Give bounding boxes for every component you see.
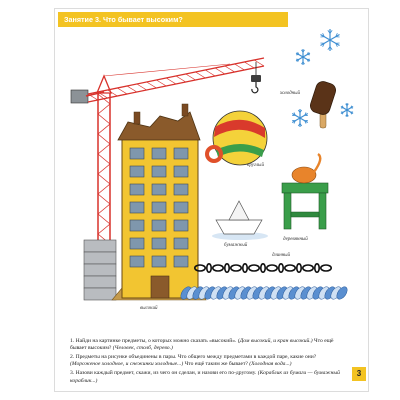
crane-jib-strut xyxy=(166,78,176,84)
building-facade xyxy=(122,138,198,298)
crane-lattice-strut xyxy=(98,154,110,164)
chain-link xyxy=(225,264,229,272)
crane-lattice-strut xyxy=(98,104,110,114)
building-window xyxy=(174,184,188,195)
building-window xyxy=(174,220,188,231)
crane-lattice-strut xyxy=(98,134,110,144)
chain-link xyxy=(315,264,319,272)
chain-link xyxy=(249,265,259,271)
label-wooden: деревянный xyxy=(283,237,308,242)
instruction-hint: (Дом высокий, и кран высокий.) xyxy=(237,338,313,344)
instruction-text: 3. Назови каждый предмет, скажи, из чего он сделан, и назови его по-другому. xyxy=(70,370,258,377)
crane-lattice-strut xyxy=(98,224,110,234)
ice-cream-bar xyxy=(309,80,338,117)
pot xyxy=(292,167,316,183)
crane-jib-strut xyxy=(186,74,196,80)
crane-tie xyxy=(104,64,230,76)
snowflake xyxy=(292,109,308,127)
crane-base-block xyxy=(84,264,116,276)
crane-base-block xyxy=(84,240,116,252)
crane-base-block xyxy=(84,288,116,300)
chain-link xyxy=(261,264,265,272)
building-window xyxy=(174,256,188,267)
instruction-2 xyxy=(70,354,346,369)
crane-lattice-strut xyxy=(98,114,110,124)
instruction-hint: (Мороженое холодное, и снежинки холодные...) xyxy=(70,361,184,368)
building-window xyxy=(152,202,166,213)
page-number: 3 xyxy=(352,367,366,381)
crane-jib-strut xyxy=(127,86,137,92)
chain-link xyxy=(207,264,211,272)
instruction-hint: (Холодная вода...) xyxy=(249,361,292,368)
crane-base-block xyxy=(84,276,116,288)
crane-lattice-strut xyxy=(98,144,110,154)
building-window xyxy=(130,220,144,231)
building-window xyxy=(130,238,144,249)
building-window xyxy=(174,238,188,249)
building-chimney xyxy=(134,112,140,124)
crane-jib-strut xyxy=(244,62,254,68)
chain-link xyxy=(321,265,331,271)
crane-hook xyxy=(252,82,258,93)
snowflake xyxy=(341,103,353,117)
crane-jib-strut xyxy=(235,64,245,70)
building-window xyxy=(152,184,166,195)
boat-hull xyxy=(216,220,262,234)
building-window xyxy=(152,256,166,267)
instruction-text: 2. Предметы на рисунке объединены в пары. Что общего между предметами в каждой паре, какие они? xyxy=(70,354,317,361)
pot-spout xyxy=(314,154,320,172)
crane-jib-strut xyxy=(215,68,225,74)
chair-crossbar xyxy=(291,212,319,217)
instruction-text: Что ещё бывает высоким? xyxy=(70,338,334,352)
snowflake xyxy=(296,49,310,65)
crane-lattice-strut xyxy=(98,174,110,184)
instruction-hint: (Кораблик из бумаги — бумажный кораблик...) xyxy=(70,370,340,384)
crane-jib-strut xyxy=(156,80,166,86)
crane-lattice-strut xyxy=(98,204,110,214)
chain-link xyxy=(213,265,223,271)
crane-jib-strut xyxy=(205,70,215,76)
chain-link xyxy=(285,265,295,271)
crane-jib-strut xyxy=(196,72,206,78)
crane-lattice-strut xyxy=(98,124,110,134)
label-cold: холодный xyxy=(280,91,301,96)
crane-base-block xyxy=(84,252,116,264)
crane-jib-strut xyxy=(225,66,235,72)
chair-seat xyxy=(282,183,328,193)
building-door xyxy=(151,276,169,298)
crane-jib-strut xyxy=(117,88,127,94)
building-window xyxy=(174,202,188,213)
building-windows xyxy=(130,148,188,267)
chain xyxy=(195,264,331,272)
chain-link xyxy=(231,265,241,271)
crane-counterweight xyxy=(71,90,88,103)
ball xyxy=(207,111,267,165)
building-window xyxy=(130,148,144,159)
chain-link xyxy=(297,264,301,272)
tall-building xyxy=(118,104,200,298)
instruction-1 xyxy=(70,338,346,353)
chain-link xyxy=(303,265,313,271)
building-window xyxy=(174,166,188,177)
boat-sail xyxy=(229,201,249,220)
building-window xyxy=(130,184,144,195)
crane-lattice-strut xyxy=(98,164,110,174)
building-window xyxy=(152,148,166,159)
label-tall: высокий xyxy=(140,306,158,311)
crane-jib-strut xyxy=(176,76,186,82)
crane-lattice-strut xyxy=(98,184,110,194)
crane-base xyxy=(84,240,116,300)
building-window xyxy=(152,238,166,249)
chair-leg xyxy=(284,193,291,229)
label-round: круглый xyxy=(247,163,264,168)
building-chimney xyxy=(182,104,188,116)
chain-link xyxy=(243,264,247,272)
label-long: длинный xyxy=(272,253,291,258)
instruction-hint: (Человек, столб, дерево.) xyxy=(112,345,173,352)
building-window xyxy=(130,202,144,213)
label-paper: бумажный xyxy=(224,243,248,248)
chain-link xyxy=(267,265,277,271)
instructions xyxy=(70,338,346,387)
crane-lattice-strut xyxy=(98,214,110,224)
building-window xyxy=(152,220,166,231)
crane-lattice-strut xyxy=(98,194,110,204)
crane-hook-block xyxy=(251,75,261,82)
building-window xyxy=(174,148,188,159)
instruction-3 xyxy=(70,370,346,385)
building-window xyxy=(152,166,166,177)
page-title: Занятие 3. Что бывает высоким? xyxy=(64,15,183,24)
chain-link xyxy=(279,264,283,272)
snowflake xyxy=(320,29,339,51)
chair-leg xyxy=(319,193,326,229)
instruction-text: Что ещё таким же бывает? xyxy=(183,361,250,368)
crane-jib-strut xyxy=(147,82,157,88)
paper-boat xyxy=(212,201,268,240)
ice-cream xyxy=(309,80,338,128)
crane-jib-strut xyxy=(137,84,147,90)
building-window xyxy=(130,166,144,177)
building-window xyxy=(130,256,144,267)
instruction-text: 1. Найди на картинке предметы, о которых можно сказать «высокий». xyxy=(70,338,238,344)
wooden-chair xyxy=(282,154,328,229)
